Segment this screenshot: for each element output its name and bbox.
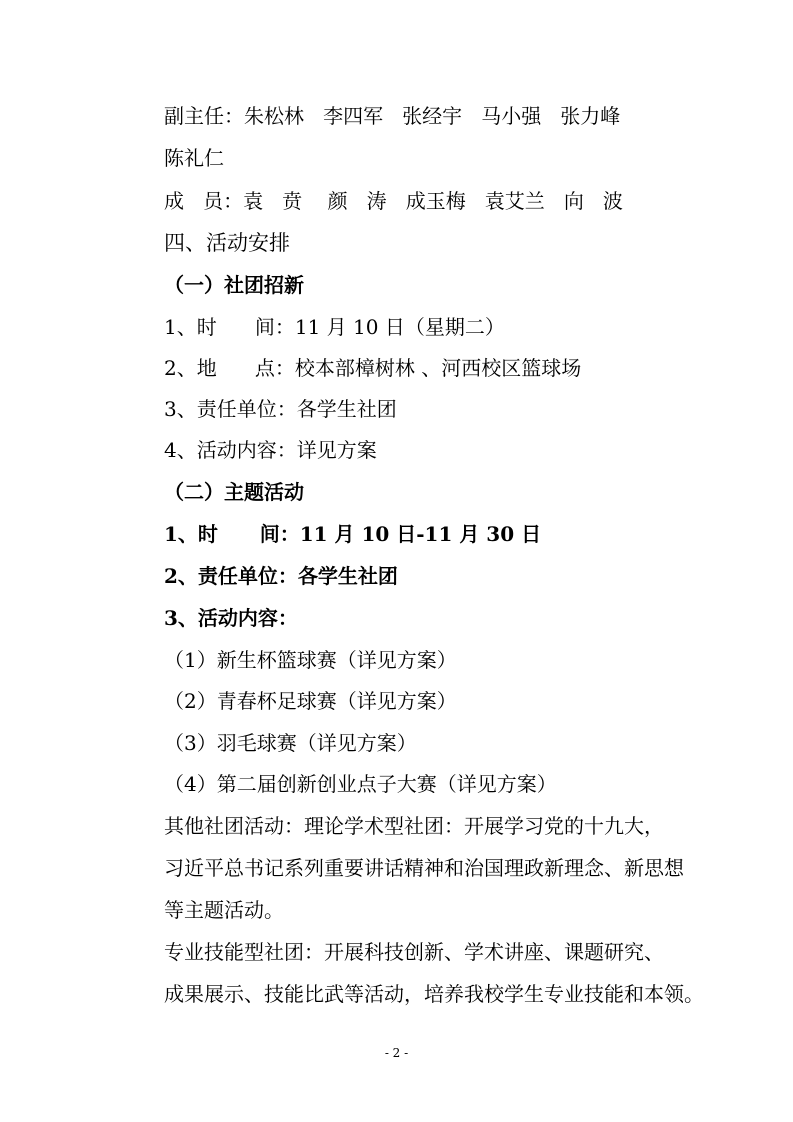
recruitment-content: 4、活动内容：详见方案 xyxy=(164,438,377,462)
page-number: - 2 - xyxy=(384,1046,409,1060)
activity-item-2: （2）青春杯足球赛（详见方案） xyxy=(164,689,457,713)
theme-time: 1、时 间：11 月 10 日-11 月 30 日 xyxy=(164,522,542,546)
recruitment-time: 1、时 间：11 月 10 日（星期二） xyxy=(164,315,505,339)
subheading-club-recruitment: （一）社团招新 xyxy=(164,273,304,297)
members-line: 成 员：袁 贲 颜 涛 成玉梅 袁艾兰 向 波 xyxy=(164,189,623,213)
professional-clubs-line-1: 专业技能型社团：开展科技创新、学术讲座、课题研究、 xyxy=(164,940,664,964)
other-activities-line-2: 习近平总书记系列重要讲话精神和治国理政新理念、新思想 xyxy=(164,856,684,880)
vice-directors-continued: 陈礼仁 xyxy=(164,146,224,170)
other-activities-line-1: 其他社团活动：理论学术型社团：开展学习党的十九大， xyxy=(164,814,664,838)
vice-directors-line: 副主任：朱松林 李四军 张经宇 马小强 张力峰 xyxy=(164,104,621,128)
other-activities-line-3: 等主题活动。 xyxy=(164,898,284,922)
activity-item-1: （1）新生杯篮球赛（详见方案） xyxy=(164,648,457,672)
subheading-theme-activities: （二）主题活动 xyxy=(164,480,304,504)
theme-unit: 2、责任单位：各学生社团 xyxy=(164,564,398,588)
activity-item-3: （3）羽毛球赛（详见方案） xyxy=(164,731,417,755)
professional-clubs-line-2: 成果展示、技能比武等活动，培养我校学生专业技能和本领。 xyxy=(164,982,704,1006)
theme-content-label: 3、活动内容： xyxy=(164,606,298,630)
recruitment-unit: 3、责任单位：各学生社团 xyxy=(164,397,397,421)
section-heading-activities: 四、活动安排 xyxy=(164,231,290,255)
activity-item-4: （4）第二届创新创业点子大赛（详见方案） xyxy=(164,772,557,796)
recruitment-place: 2、地 点：校本部樟树林 、河西校区篮球场 xyxy=(164,356,582,380)
